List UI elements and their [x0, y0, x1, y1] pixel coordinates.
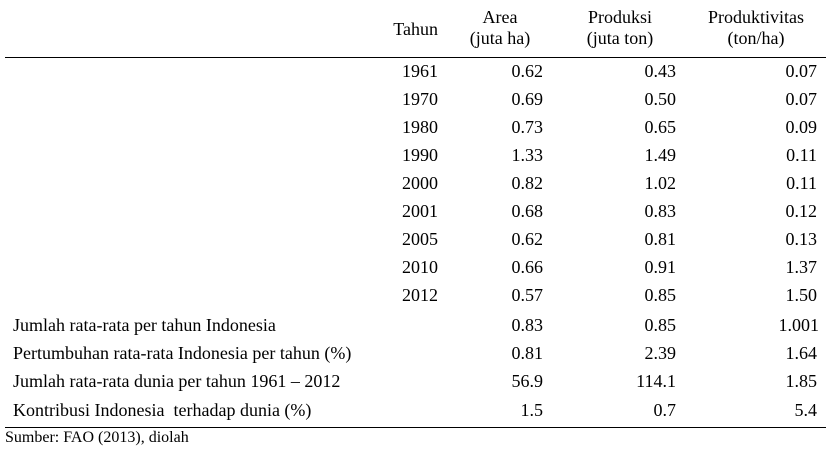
- header-area-line1: Area: [482, 7, 518, 27]
- cell-produktivitas: 1.50: [785, 285, 817, 305]
- header-produktivitas: [688, 7, 824, 49]
- source-note: Sumber: FAO (2013), diolah: [5, 429, 189, 446]
- cell-produksi: 114.1: [636, 371, 676, 391]
- header-produksi-line2: (juta ton): [586, 28, 654, 48]
- cell-produktivitas: 1.85: [785, 371, 817, 391]
- cell-area: 0.62: [511, 61, 543, 81]
- cell-produksi: 0.50: [644, 89, 676, 109]
- cell-area: 0.83: [511, 315, 543, 335]
- summary-label: Pertumbuhan rata-rata Indonesia per tahun (%): [13, 343, 352, 363]
- cell-tahun: 2000: [402, 173, 438, 193]
- cell-tahun: 2001: [402, 201, 438, 221]
- cell-produktivitas: 0.13: [785, 229, 817, 249]
- cell-tahun: 1961: [402, 61, 438, 81]
- cell-produksi: 0.7: [653, 400, 676, 420]
- cell-area: 0.73: [511, 117, 543, 137]
- cell-produktivitas: 1.001: [778, 315, 819, 335]
- cell-area: 0.62: [511, 229, 543, 249]
- cell-produksi: 0.91: [644, 257, 676, 277]
- cell-produktivitas: 0.11: [786, 145, 817, 165]
- cell-produktivitas: 1.37: [785, 257, 817, 277]
- cell-produksi: 0.43: [644, 61, 676, 81]
- cell-area: 0.69: [511, 89, 543, 109]
- cell-area: 0.66: [511, 257, 543, 277]
- cell-tahun: 2010: [402, 257, 438, 277]
- header-area-line2: (juta ha): [469, 28, 531, 48]
- cell-tahun: 2005: [402, 229, 438, 249]
- cell-tahun: 1990: [402, 145, 438, 165]
- cell-produksi: 0.83: [644, 201, 676, 221]
- header-tahun: Tahun: [393, 19, 438, 39]
- header-produktivitas-line1: Produktivitas: [707, 7, 804, 27]
- cell-produksi: 0.85: [644, 285, 676, 305]
- cell-area: 56.9: [511, 371, 543, 391]
- cell-produksi: 2.39: [644, 343, 676, 363]
- summary-label: Kontribusi Indonesia terhadap dunia (%): [13, 400, 312, 420]
- header-produktivitas-line2: (ton/ha): [727, 28, 785, 48]
- cell-area: 0.68: [511, 201, 543, 221]
- cell-area: 1.5: [520, 400, 543, 420]
- header-area: [455, 7, 545, 49]
- cell-produktivitas: 0.07: [785, 61, 817, 81]
- cell-produksi: 1.49: [644, 145, 676, 165]
- header-produksi: [568, 7, 672, 49]
- cell-tahun: 1980: [402, 117, 438, 137]
- table-header-rule: [5, 57, 826, 58]
- cell-produktivitas: 0.07: [785, 89, 817, 109]
- cell-tahun: 1970: [402, 89, 438, 109]
- cell-area: 0.57: [511, 285, 543, 305]
- cell-produktivitas: 0.12: [785, 201, 817, 221]
- cell-tahun: 2012: [402, 285, 438, 305]
- summary-label: Jumlah rata-rata dunia per tahun 1961 – 2012: [13, 371, 341, 391]
- cell-produktivitas: 5.4: [794, 400, 817, 420]
- cell-produktivitas: 0.11: [786, 173, 817, 193]
- cell-produksi: 0.65: [644, 117, 676, 137]
- cell-area: 0.81: [511, 343, 543, 363]
- header-produksi-line1: Produksi: [587, 7, 652, 27]
- cell-produktivitas: 1.64: [785, 343, 817, 363]
- cell-produktivitas: 0.09: [785, 117, 817, 137]
- cell-area: 0.82: [511, 173, 543, 193]
- summary-label: Jumlah rata-rata per tahun Indonesia: [13, 315, 276, 335]
- cell-area: 1.33: [511, 145, 543, 165]
- cell-produksi: 0.81: [644, 229, 676, 249]
- cell-produksi: 0.85: [644, 315, 676, 335]
- cell-produksi: 1.02: [644, 173, 676, 193]
